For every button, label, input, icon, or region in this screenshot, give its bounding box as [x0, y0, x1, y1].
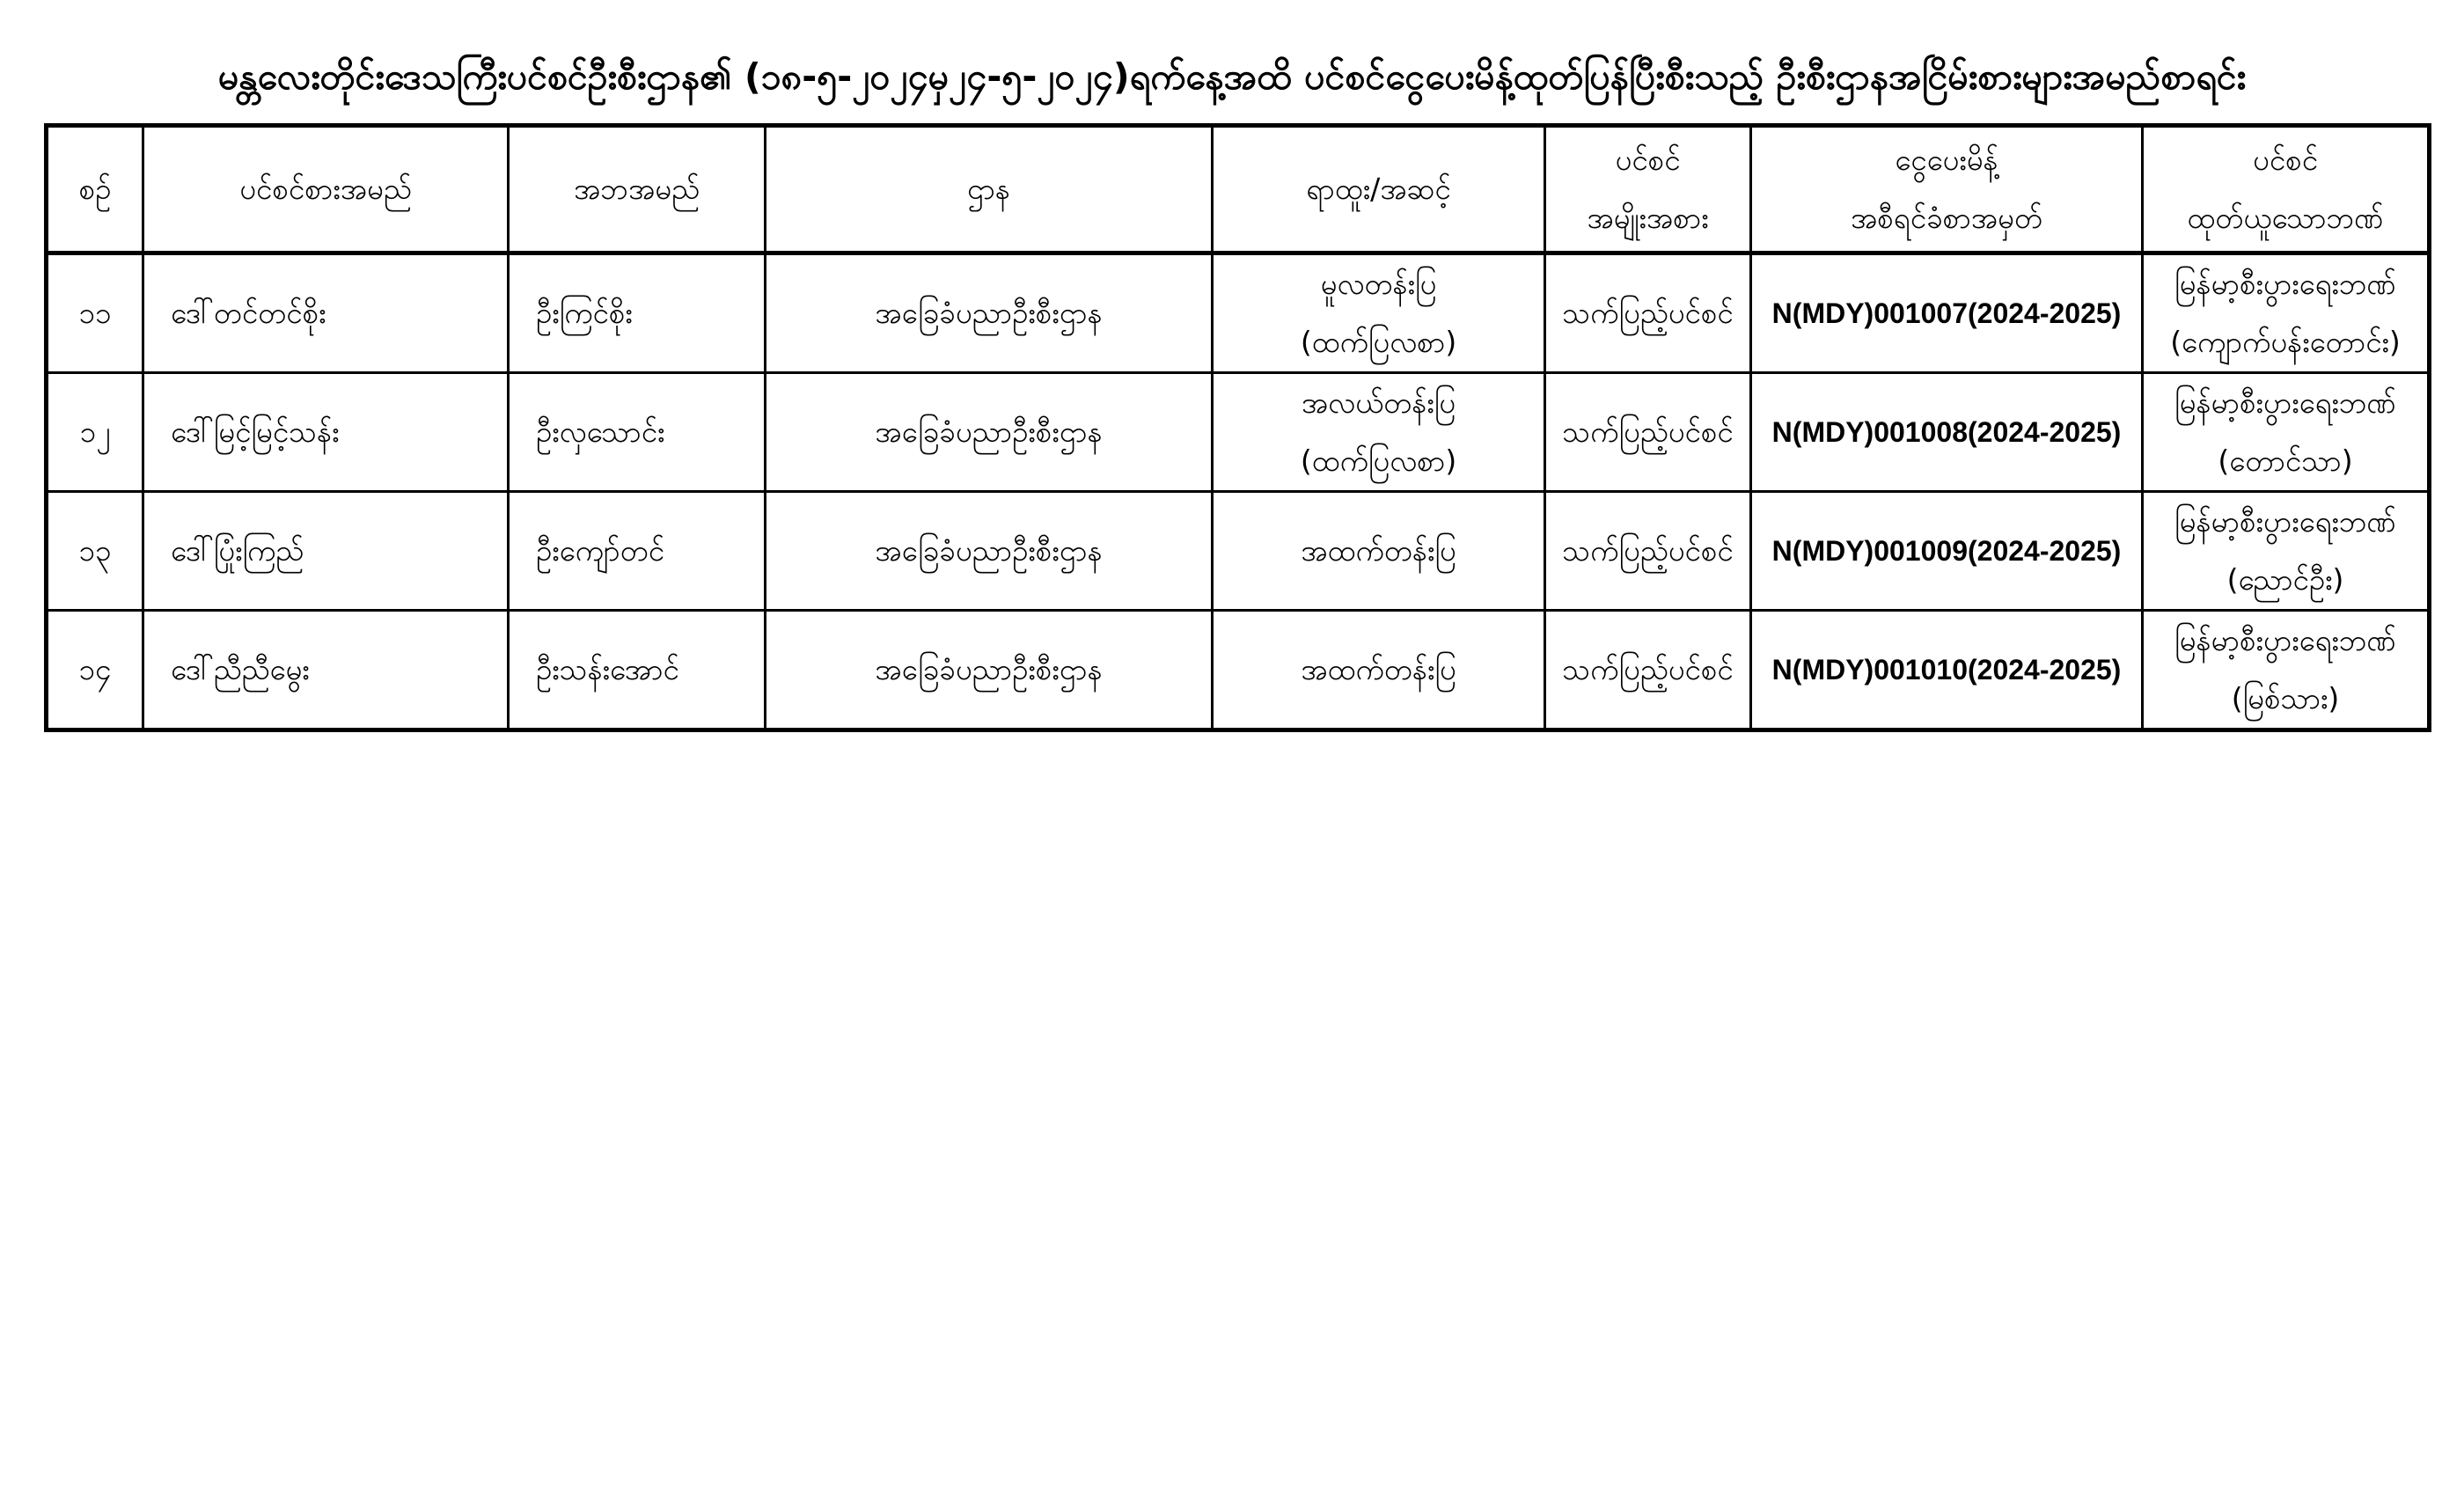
cell-rank: အထက်တန်းပြ — [1213, 492, 1545, 611]
cell-department: အခြေခံပညာဦးစီးဌာန — [766, 253, 1213, 373]
cell-department: အခြေခံပညာဦးစီးဌာန — [766, 611, 1213, 730]
cell-pension-type: သက်ပြည့်ပင်စင် — [1545, 373, 1751, 492]
cell-father-name: ဦးသန်းအောင် — [509, 611, 766, 730]
cell-payment-order-no: N(MDY)001007(2024-2025) — [1751, 253, 2143, 373]
cell-serial-no: ၁၂ — [47, 373, 143, 492]
table-row — [47, 373, 2430, 492]
cell-pension-type: သက်ပြည့်ပင်စင် — [1545, 611, 1751, 730]
cell-serial-no: ၁၁ — [47, 253, 143, 373]
cell-rank: မူလတန်းပြ (ထက်ပြလစာ) — [1213, 253, 1545, 373]
cell-pension-type: သက်ပြည့်ပင်စင် — [1545, 492, 1751, 611]
pensioner-table — [44, 123, 2431, 732]
cell-department: အခြေခံပညာဦးစီးဌာန — [766, 373, 1213, 492]
cell-rank: အထက်တန်းပြ — [1213, 611, 1545, 730]
document-title: မန္တလေးတိုင်းဒေသကြီးပင်စင်ဦးစီးဌာန၏ (၁၈-၅-၂၀၂၄မှ၂၄-၅-၂၀၂၄)ရက်နေ့အထိ ပင်စင်ငွေပေးမိန့်ထုတ်ပြန်ပြီးစီးသည့် ဦးစီးဌာနအငြိမ်းစားများအမည်စာရင်း — [217, 55, 2247, 98]
cell-pensioner-name: ဒေါ်မြင့်မြင့်သန်း — [143, 373, 509, 492]
header-rank: ရာထူး/အဆင့် — [1213, 126, 1545, 253]
cell-pensioner-name: ဒေါ်ပြုံးကြည် — [143, 492, 509, 611]
cell-father-name: ဦးလှသောင်း — [509, 373, 766, 492]
cell-pension-bank: မြန်မာ့စီးပွားရေးဘဏ် (ညောင်ဦး) — [2143, 492, 2430, 611]
cell-pensioner-name: ဒေါ်ညီညီမွေး — [143, 611, 509, 730]
header-father-name: အဘအမည် — [509, 126, 766, 253]
header-payment-order-no: ငွေပေးမိန့် အစီရင်ခံစာအမှတ် — [1751, 126, 2143, 253]
cell-pension-bank: မြန်မာ့စီးပွားရေးဘဏ် (ကျောက်ပန်းတောင်း) — [2143, 253, 2430, 373]
cell-department: အခြေခံပညာဦးစီးဌာန — [766, 492, 1213, 611]
cell-payment-order-no: N(MDY)001008(2024-2025) — [1751, 373, 2143, 492]
cell-father-name: ဦးကြင်စိုး — [509, 253, 766, 373]
cell-pension-bank: မြန်မာ့စီးပွားရေးဘဏ် (မြစ်သား) — [2143, 611, 2430, 730]
cell-rank: အလယ်တန်းပြ (ထက်ပြလစာ) — [1213, 373, 1545, 492]
header-serial-no: စဉ် — [47, 126, 143, 253]
cell-payment-order-no: N(MDY)001010(2024-2025) — [1751, 611, 2143, 730]
header-pension-bank: ပင်စင် ထုတ်ယူသောဘဏ် — [2143, 126, 2430, 253]
cell-pension-type: သက်ပြည့်ပင်စင် — [1545, 253, 1751, 373]
cell-payment-order-no: N(MDY)001009(2024-2025) — [1751, 492, 2143, 611]
table-row — [47, 253, 2430, 373]
header-pensioner-name: ပင်စင်စားအမည် — [143, 126, 509, 253]
table-row — [47, 492, 2430, 611]
header-department: ဌာန — [766, 126, 1213, 253]
table-row — [47, 611, 2430, 730]
cell-serial-no: ၁၄ — [47, 611, 143, 730]
table-header-row — [47, 126, 2430, 253]
cell-father-name: ဦးကျော်တင် — [509, 492, 766, 611]
header-pension-type: ပင်စင် အမျိုးအစား — [1545, 126, 1751, 253]
cell-pensioner-name: ဒေါ်တင်တင်စိုး — [143, 253, 509, 373]
cell-serial-no: ၁၃ — [47, 492, 143, 611]
cell-pension-bank: မြန်မာ့စီးပွားရေးဘဏ် (တောင်သာ) — [2143, 373, 2430, 492]
